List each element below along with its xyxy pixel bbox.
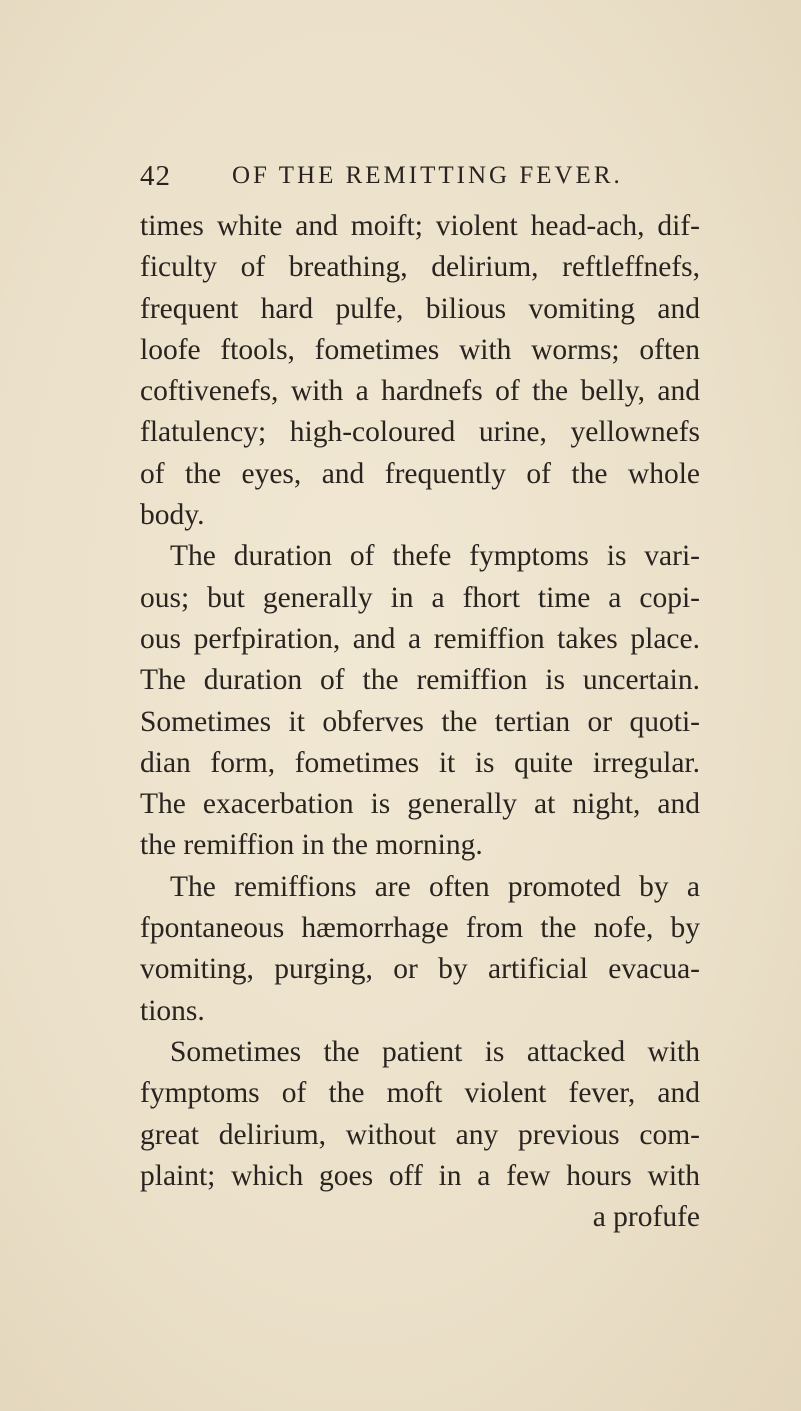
text-line: the remiffion in the morning.: [140, 829, 483, 862]
text-line: tions.: [140, 994, 205, 1027]
body-text: [140, 206, 700, 1238]
text-line: Sometimes the patient is attacked with: [170, 1035, 700, 1068]
text-line: The duration of thefe fymptoms is vari-: [170, 540, 700, 573]
text-line: The remiffions are often promoted by a: [170, 870, 700, 903]
text-line: ficulty of breathing, delirium, reftleffnefs,: [140, 251, 700, 284]
text-line: great delirium, without any previous com-: [140, 1118, 700, 1151]
running-head: OF THE REMITTING FEVER.: [232, 162, 623, 189]
text-line: vomiting, purging, or by artificial evacua-: [140, 953, 700, 986]
text-line: ous; but generally in a fhort time a copi-: [140, 581, 700, 614]
text-line: body.: [140, 499, 205, 532]
text-line: of the eyes, and frequently of the whole: [140, 457, 700, 490]
text-line: Sometimes it obferves the tertian or quoti-: [140, 705, 700, 738]
text-line: flatulency; high-coloured urine, yellownefs: [140, 416, 700, 449]
text-line: times white and moift; violent head-ach, dif-: [140, 210, 700, 242]
text-line: ous perfpiration, and a remiffion takes place.: [140, 622, 700, 655]
catchword: a profufe: [592, 1201, 700, 1234]
text-line: fymptoms of the moft violent fever, and: [140, 1077, 700, 1110]
page-number: 42: [140, 160, 171, 192]
text-line: coftivenefs, with a hardnefs of the belly, and: [140, 375, 700, 408]
text-line: loofe ftools, fometimes with worms; often: [140, 333, 700, 366]
text-line: The duration of the remiffion is uncertain.: [140, 664, 700, 697]
text-line: frequent hard pulfe, bilious vomiting and: [140, 292, 700, 325]
page-header: [140, 160, 700, 200]
text-line: The exacerbation is generally at night, and: [140, 788, 700, 821]
text-line: plaint; which goes off in a few hours with: [140, 1159, 700, 1192]
text-line: dian form, fometimes it is quite irregular.: [140, 746, 700, 779]
text-line: fpontaneous hæmorrhage from the nofe, by: [140, 912, 700, 945]
